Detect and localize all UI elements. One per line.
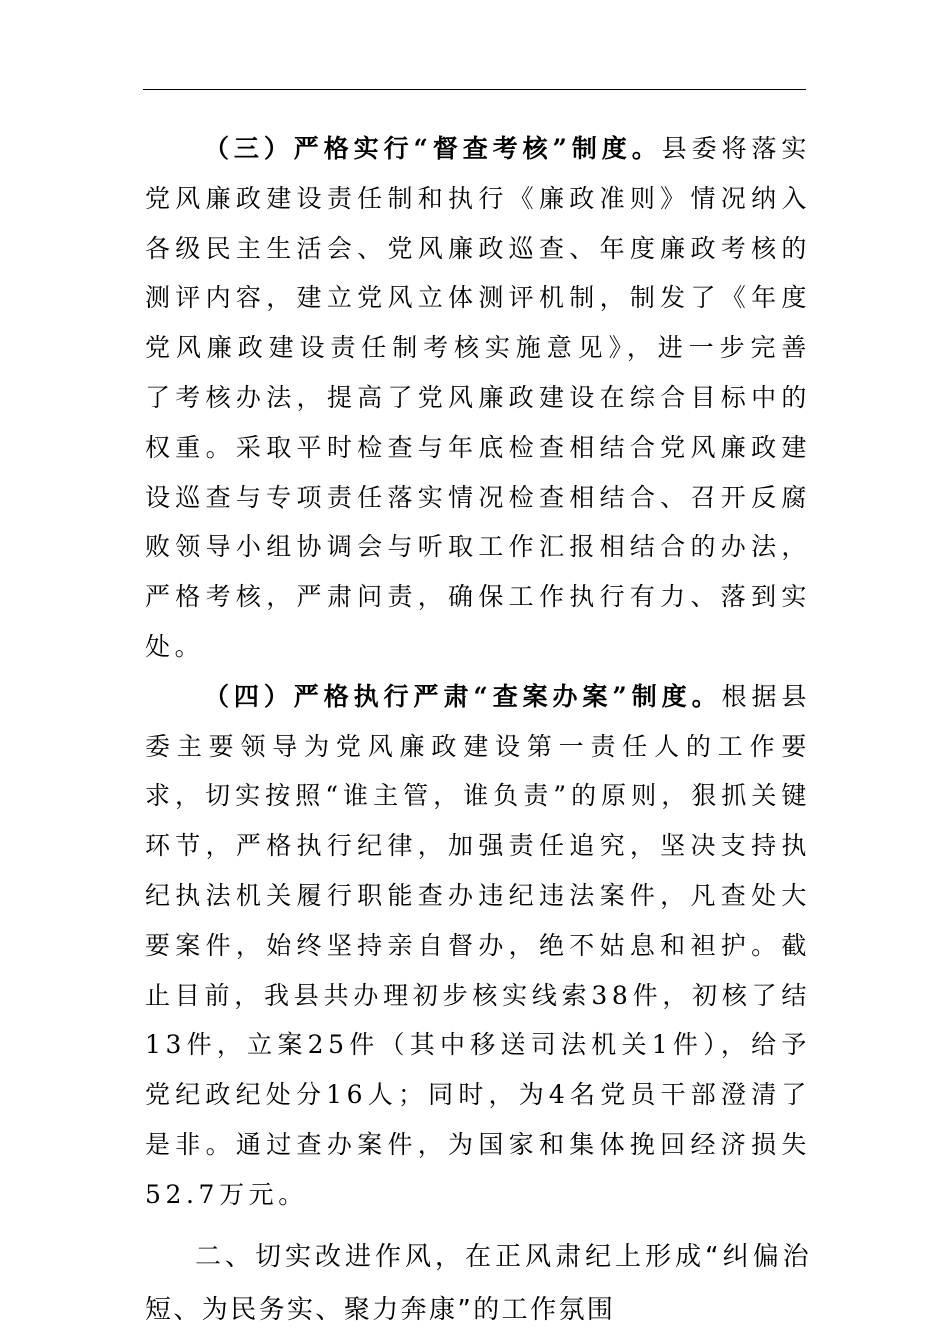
paragraph-supervision-assessment (145, 124, 811, 672)
header-rule (143, 89, 806, 90)
document-body (145, 124, 811, 1337)
paragraph-text: 根据县委主要领导为党风廉政建设第一责任人的工作要求，切实按照“谁主管，谁负责”的原则，狠抓关键环节，严格执行纪律，加强责任追究，坚决支持执纪执法机关履行职能查办违纪违法案件，凡查处大要案件，始终坚持亲自督办，绝不姑息和袒护。截止目前，我县共办理初步核实线索38件，初核了结13件，立案25件（其中移送司法机关1件），给予党纪政纪处分16人；同时，为4名党员干部澄清了是非。通过查办案件，为国家和集体挽回经济损失52.7万元。 (145, 681, 811, 1209)
paragraph-lead: （四）严格执行严肃“查案办案”制度。 (204, 681, 722, 711)
paragraph-case-handling (145, 672, 811, 1220)
paragraph-text: 县委将落实党风廉政建设责任制和执行《廉政准则》情况纳入各级民主生活会、党风廉政巡查、年度廉政考核的测评内容，建立党风立体测评机制，制发了《年度党风廉政建设责任制考核实施意见》，进一步完善了考核办法，提高了党风廉政建设在综合目标中的权重。采取平时检查与年底检查相结合党风廉政建设巡查与专项责任落实情况检查相结合、召开反腐败领导小组协调会与听取工作汇报相结合的办法，严格考核，严肃问责，确保工作执行有力、落到实处。 (145, 134, 811, 661)
section-heading: 二、切实改进作风，在正风肃纪上形成“纠偏治短、为民务实、聚力奔康”的工作氛围 (145, 1241, 811, 1325)
paragraph-lead: （三）严格实行“督查考核”制度。 (204, 134, 662, 163)
